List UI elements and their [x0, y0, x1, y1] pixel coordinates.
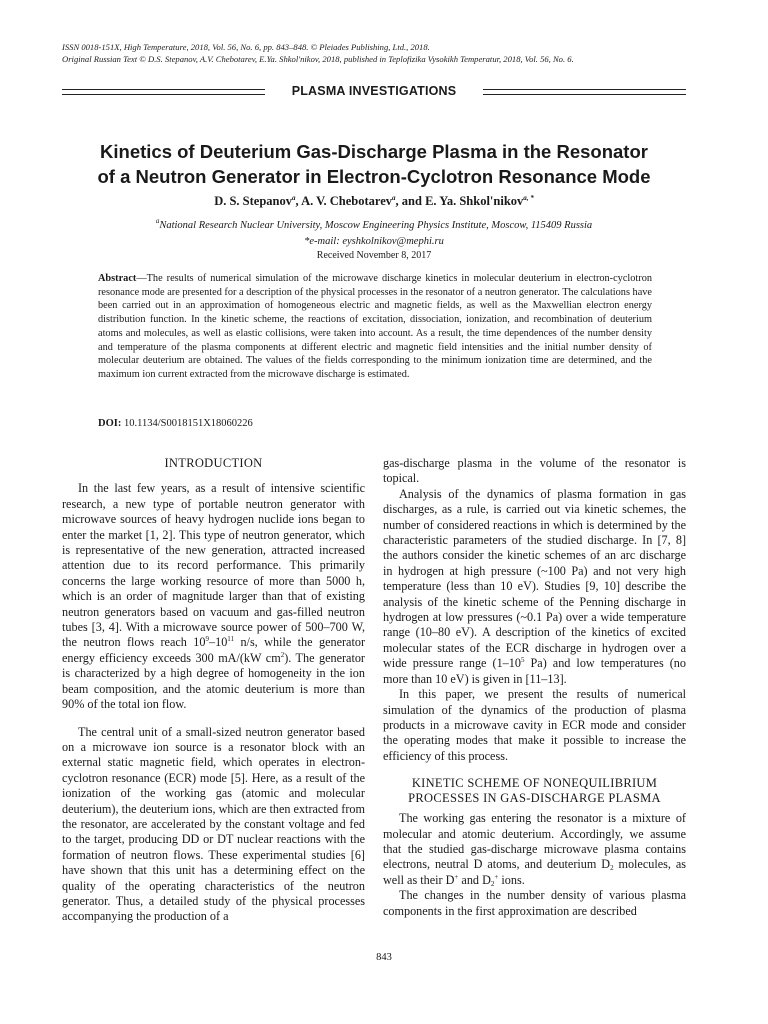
- kinetic-paragraph: The working gas entering the resonator is a mixture of molecular and atomic deuterium. Accordingly, we assume that the studied gas-discharge microwave plasma contains electrons, neutral D atoms, and deuterium $D_2$ molecules, as well as their D+ and $D_2^+$ ions.: [383, 811, 686, 888]
- section-banner: [62, 84, 686, 102]
- intro-paragraph: Analysis of the dynamics of plasma formation in gas discharges, as a rule, is carried out via kinetic schemes, the number of considered reactions in which is determined by the characteristic parameters of the studied discharge. In [7, 8] the authors consider the kinetic schemes of an arc discharge in hydrogen at high pressure (~100 Pa) and not very high temperature (less than 10 eV). Studies [9, 10] describe the analysis of the kinetic scheme of the Penning discharge in hydrogen at low pressures (~0.1 Pa) over a wide temperature range (10–80 eV). A description of the kinetics of excited molecular states of the ECR discharge in hydrogen over a wide pressure range ($1-10^5$ Pa) and low temperatures (no more than 10 eV) is given in [11–13].: [383, 486, 686, 686]
- affiliation-mark: a: [155, 217, 160, 225]
- abstract-label: Abstract: [98, 273, 137, 284]
- author-affil-mark: a: [292, 194, 296, 202]
- author-name: D. S. Stepanov: [214, 194, 292, 208]
- section-label: PLASMA INVESTIGATIONS: [291, 84, 457, 98]
- left-column: [62, 456, 365, 925]
- page-number: 843: [376, 952, 392, 963]
- affiliation-text: National Research Nuclear University, Moscow Engineering Physics Institute, Moscow, 115409 Russia: [159, 220, 593, 231]
- doi-line: [98, 418, 253, 429]
- journal-header: [62, 42, 712, 65]
- abstract-text: —The results of numerical simulation of the microwave discharge kinetics in molecular deuterium in electron-cyclotron resonance mode are presented for a description of the physical processes in the resonator of a neutron generator. The calculations have been carried out in an approximation of homogeneous electric and magnetic fields, as well as the Maxwellian electron energy distribution function. In the kinetic scheme, the reactions of excitation, dissociation, ionization, and recombination of deuterium atoms and molecules, as well as elastic collisions, were taken into account. As a result, the time dependences of the number density and temperature of the plasma components at different electric and magnetic field intensities and the initial number density of molecular deuterium are obtained. The values of the fields corresponding to the minimum ionization time are determined, and the maximum ion current extracted from the microwave discharge is estimated.: [98, 273, 652, 380]
- intro-paragraph: In this paper, we present the results of numerical simulation of the dynamics of the production of plasma products in a microwave cavity in ECR mode and consider the operating modes that make it possible to increase the efficiency of this process.: [383, 687, 686, 763]
- title-line-2: of a Neutron Generator in Electron-Cyclotron Resonance Mode: [97, 166, 651, 187]
- author-list: [62, 194, 686, 209]
- corresponding-email: *e-mail: eyshkolnikov@mephi.ru: [304, 236, 444, 247]
- intro-paragraph-continued: gas-discharge plasma in the volume of the resonator is topical.: [383, 456, 686, 486]
- author-name: E. Ya. Shkol'nikov: [425, 194, 524, 208]
- right-column: [383, 456, 686, 919]
- section-rule-right: [483, 89, 686, 95]
- original-text-line: Original Russian Text © D.S. Stepanov, A.V. Chebotarev, E.Ya. Shkol'nikov, 2018, published in Teplofizika Vysokikh Temperatur, 2018, Vol. 56, No. 6.: [62, 53, 574, 64]
- intro-paragraph: In the last few years, as a result of intensive scientific research, a new type of portable neutron generator with microwave sources of heavy hydrogen nuclide ions began to enter the market [1, 2]. This type of neutron generator, which is representative of the new generation, attracted increased attention due to its record performance. This primarily concerns the large working resource of more than 5000 h, which is an order of magnitude larger than that of existing neutron generators based on vacuum and gas-filled neutron tubes [3, 4]. With a microwave source power of 500–700 W, the neutron flows reach $10^9-10^{11}$ n/s, while the generator energy efficiency exceeds 300 mA/(kW $cm^2$). The generator is characterized by a high degree of homogeneity in the ion beam composition, and the atomic deuterium is more than 90% of the total ion flow.: [62, 481, 365, 712]
- kinetic-paragraph: The changes in the number density of various plasma components in the first approximation are described: [383, 888, 686, 918]
- doi-value: 10.1134/S0018151X18060226: [121, 418, 253, 429]
- introduction-heading: INTRODUCTION: [164, 456, 263, 470]
- received-date: Received November 8, 2017: [316, 250, 432, 261]
- title-line-1: Kinetics of Deuterium Gas-Discharge Plasma in the Resonator: [100, 141, 648, 162]
- author-separator: ,: [295, 194, 302, 208]
- journal-citation-line: ISSN 0018-151X, High Temperature, 2018, Vol. 56, No. 6, pp. 843–848. © Pleiades Publishing, Ltd., 2018.: [62, 42, 430, 52]
- affiliation-block: [62, 218, 686, 250]
- author-separator: , and: [395, 194, 426, 208]
- doi-label: DOI:: [98, 418, 122, 429]
- abstract: [98, 272, 652, 382]
- author-name: A. V. Chebotarev: [301, 194, 393, 208]
- author-affil-mark: a: [392, 194, 396, 202]
- paper-title: [62, 139, 686, 189]
- intro-paragraph: The central unit of a small-sized neutron generator based on a microwave ion source is a resonator block with an external static magnetic field, which operates in electron-cyclotron resonance (ECR) mode [5]. Here, as a result of the ionization of the working gas (atomic and molecular deuterium), the deuterium ions, which are then extracted from the resonator, are accelerated by the constant voltage and fed to the target, producing DD or DT nuclear reactions with the formation of neutron flows. These experimental studies [6] have shown that this unit has a determining effect on the quality of the operating characteristics of the neutron generator. Thus, a detailed study of the physical processes accompanying the production of a: [62, 724, 365, 924]
- author-affil-mark: a, *: [523, 194, 534, 202]
- kinetic-scheme-heading: KINETIC SCHEME OF NONEQUILIBRIUM PROCESSES IN GAS-DISCHARGE PLASMA: [408, 776, 661, 806]
